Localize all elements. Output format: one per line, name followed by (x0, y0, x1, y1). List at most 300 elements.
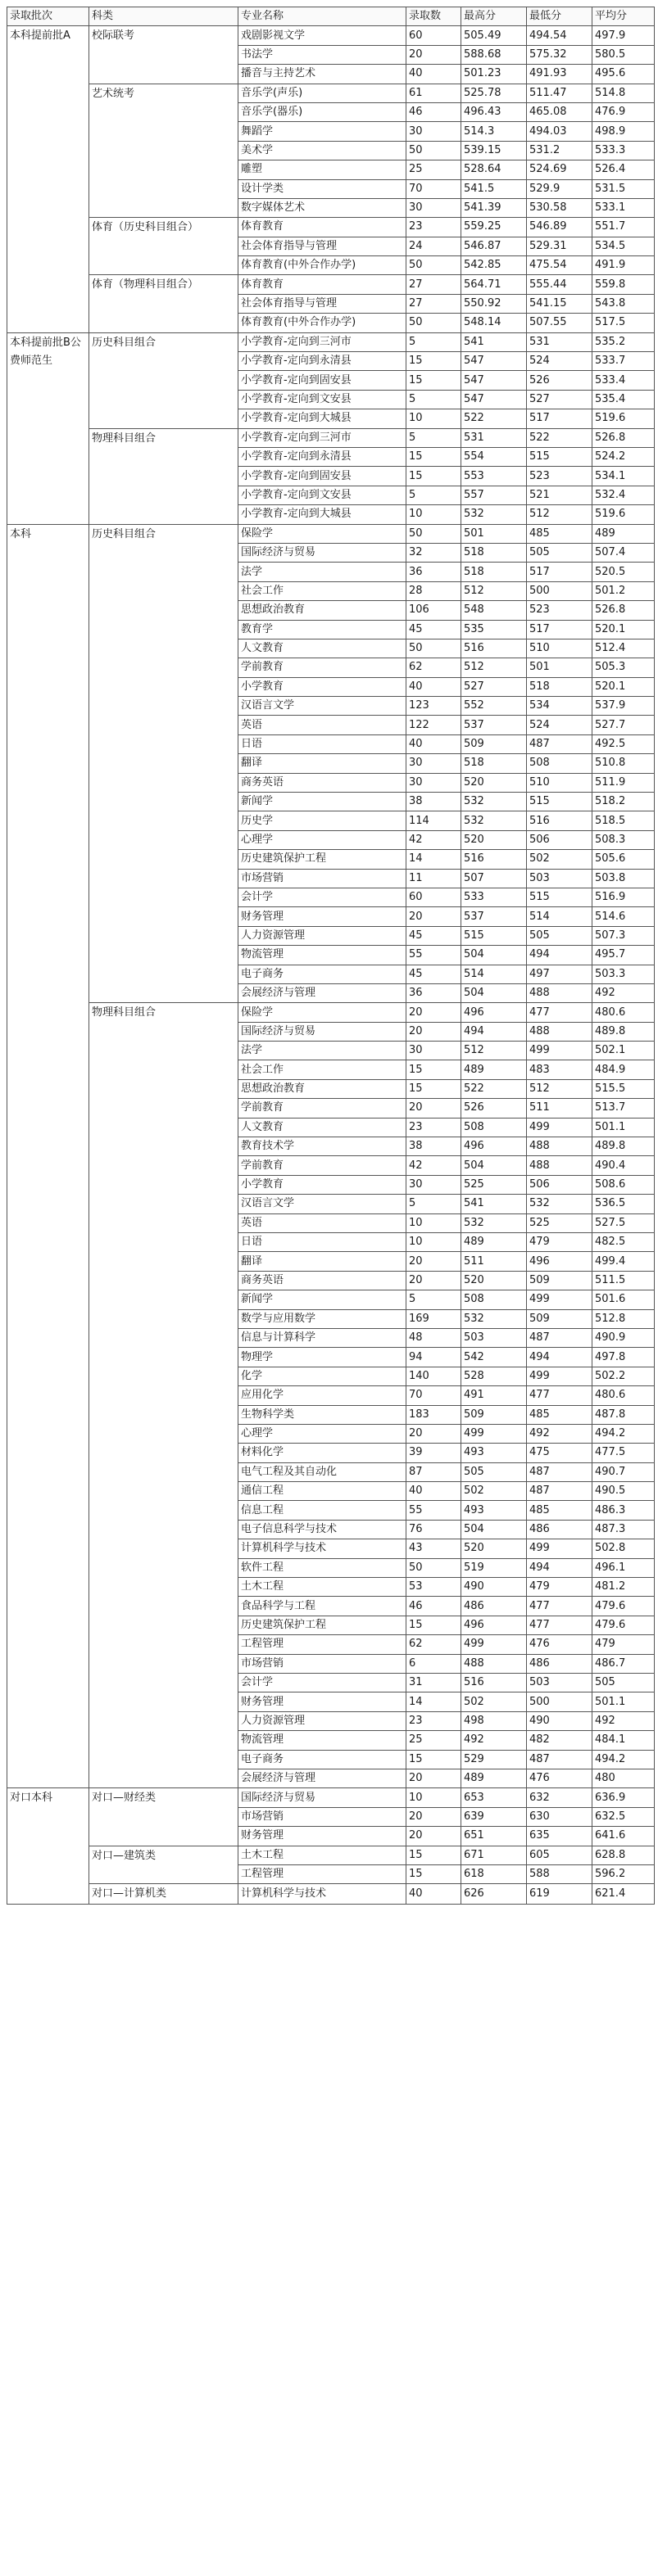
max-score-cell: 533 (461, 888, 527, 906)
table-row (7, 84, 655, 102)
major-cell: 英语 (238, 716, 406, 734)
admitted-count-cell: 70 (406, 1386, 461, 1405)
min-score-cell: 487 (527, 1482, 592, 1501)
min-score-cell: 500 (527, 581, 592, 600)
major-cell: 数学与应用数学 (238, 1309, 406, 1328)
major-cell: 体育教育(中外合作办学) (238, 314, 406, 332)
max-score-cell: 532 (461, 1309, 527, 1328)
batch-cell: 本科 (7, 524, 89, 1788)
admitted-count-cell: 50 (406, 256, 461, 275)
admitted-count-cell: 30 (406, 122, 461, 141)
avg-score-cell: 526.8 (592, 601, 655, 620)
max-score-cell: 539.15 (461, 141, 527, 160)
max-score-cell: 496 (461, 1616, 527, 1634)
min-score-cell: 515 (527, 447, 592, 466)
max-score-cell: 492 (461, 1731, 527, 1750)
max-score-cell: 541.39 (461, 198, 527, 217)
category-cell: 物理科目组合 (89, 1003, 238, 1788)
avg-score-cell: 511.9 (592, 773, 655, 792)
admitted-count-cell: 5 (406, 486, 461, 504)
table-row (7, 1788, 655, 1807)
major-cell: 小学教育 (238, 677, 406, 696)
max-score-cell: 504 (461, 1520, 527, 1539)
avg-score-cell: 551.7 (592, 218, 655, 237)
max-score-cell: 499 (461, 1635, 527, 1654)
avg-score-cell: 489.8 (592, 1022, 655, 1041)
min-score-cell: 511 (527, 1099, 592, 1118)
major-cell: 历史建筑保护工程 (238, 1616, 406, 1634)
header-batch: 录取批次 (7, 7, 89, 26)
max-score-cell: 512 (461, 1042, 527, 1060)
major-cell: 小学教育-定向到大城县 (238, 505, 406, 524)
admitted-count-cell: 50 (406, 314, 461, 332)
min-score-cell: 483 (527, 1060, 592, 1079)
admitted-count-cell: 55 (406, 1501, 461, 1520)
min-score-cell: 494.03 (527, 122, 592, 141)
max-score-cell: 516 (461, 850, 527, 869)
avg-score-cell: 512.4 (592, 639, 655, 658)
max-score-cell: 520 (461, 1271, 527, 1290)
avg-score-cell: 501.6 (592, 1290, 655, 1309)
major-cell: 材料化学 (238, 1444, 406, 1462)
max-score-cell: 535 (461, 620, 527, 639)
max-score-cell: 618 (461, 1864, 527, 1883)
avg-score-cell: 487.8 (592, 1405, 655, 1424)
min-score-cell: 476 (527, 1769, 592, 1787)
avg-score-cell: 580.5 (592, 45, 655, 64)
avg-score-cell: 497.8 (592, 1348, 655, 1367)
table-row (7, 332, 655, 351)
major-cell: 软件工程 (238, 1558, 406, 1577)
min-score-cell: 500 (527, 1692, 592, 1711)
major-cell: 工程管理 (238, 1635, 406, 1654)
major-cell: 播音与主持艺术 (238, 65, 406, 84)
max-score-cell: 626 (461, 1884, 527, 1904)
max-score-cell: 501 (461, 524, 527, 543)
max-score-cell: 522 (461, 1079, 527, 1098)
avg-score-cell: 517.5 (592, 314, 655, 332)
major-cell: 电子信息科学与技术 (238, 1520, 406, 1539)
admitted-count-cell: 40 (406, 65, 461, 84)
major-cell: 戏剧影视文学 (238, 26, 406, 45)
min-score-cell: 531 (527, 332, 592, 351)
avg-score-cell: 479 (592, 1635, 655, 1654)
min-score-cell: 487 (527, 1750, 592, 1769)
avg-score-cell: 559.8 (592, 275, 655, 294)
admitted-count-cell: 14 (406, 850, 461, 869)
min-score-cell: 503 (527, 1673, 592, 1692)
avg-score-cell: 513.7 (592, 1099, 655, 1118)
avg-score-cell: 480 (592, 1769, 655, 1787)
min-score-cell: 488 (527, 1156, 592, 1175)
min-score-cell: 522 (527, 428, 592, 447)
batch-cell: 本科提前批A (7, 26, 89, 332)
min-score-cell: 475 (527, 1444, 592, 1462)
category-cell: 校际联考 (89, 26, 238, 84)
admitted-count-cell: 114 (406, 811, 461, 830)
max-score-cell: 527 (461, 677, 527, 696)
min-score-cell: 532 (527, 1195, 592, 1213)
admitted-count-cell: 28 (406, 581, 461, 600)
table-row (7, 275, 655, 294)
admitted-count-cell: 23 (406, 1118, 461, 1137)
max-score-cell: 488 (461, 1654, 527, 1673)
admitted-count-cell: 53 (406, 1578, 461, 1597)
min-score-cell: 501 (527, 658, 592, 677)
admitted-count-cell: 30 (406, 754, 461, 773)
max-score-cell: 505.49 (461, 26, 527, 45)
major-cell: 小学教育-定向到固安县 (238, 467, 406, 486)
major-cell: 社会体育指导与管理 (238, 237, 406, 255)
avg-score-cell: 537.9 (592, 697, 655, 716)
avg-score-cell: 505.3 (592, 658, 655, 677)
min-score-cell: 477 (527, 1003, 592, 1022)
min-score-cell: 485 (527, 1501, 592, 1520)
max-score-cell: 509 (461, 1405, 527, 1424)
min-score-cell: 476 (527, 1635, 592, 1654)
avg-score-cell: 490.4 (592, 1156, 655, 1175)
min-score-cell: 506 (527, 830, 592, 849)
admitted-count-cell: 50 (406, 1558, 461, 1577)
avg-score-cell: 520.1 (592, 677, 655, 696)
min-score-cell: 630 (527, 1807, 592, 1826)
max-score-cell: 548.14 (461, 314, 527, 332)
max-score-cell: 671 (461, 1846, 527, 1864)
max-score-cell: 520 (461, 773, 527, 792)
category-cell: 体育（物理科目组合） (89, 275, 238, 332)
major-cell: 社会工作 (238, 581, 406, 600)
avg-score-cell: 481.2 (592, 1578, 655, 1597)
admitted-count-cell: 42 (406, 1156, 461, 1175)
min-score-cell: 588 (527, 1864, 592, 1883)
major-cell: 新闻学 (238, 793, 406, 811)
admitted-count-cell: 10 (406, 505, 461, 524)
major-cell: 市场营销 (238, 1654, 406, 1673)
avg-score-cell: 486.7 (592, 1654, 655, 1673)
min-score-cell: 514 (527, 907, 592, 926)
avg-score-cell: 632.5 (592, 1807, 655, 1826)
major-cell: 通信工程 (238, 1482, 406, 1501)
avg-score-cell: 520.5 (592, 563, 655, 581)
min-score-cell: 515 (527, 793, 592, 811)
min-score-cell: 534 (527, 697, 592, 716)
category-cell: 对口—建筑类 (89, 1846, 238, 1884)
avg-score-cell: 520.1 (592, 620, 655, 639)
max-score-cell: 505 (461, 1462, 527, 1481)
major-cell: 国际经济与贸易 (238, 1788, 406, 1807)
max-score-cell: 489 (461, 1769, 527, 1787)
major-cell: 会计学 (238, 1673, 406, 1692)
max-score-cell: 548 (461, 601, 527, 620)
header-avg-score: 平均分 (592, 7, 655, 26)
max-score-cell: 502 (461, 1482, 527, 1501)
admitted-count-cell: 6 (406, 1654, 461, 1673)
max-score-cell: 509 (461, 734, 527, 753)
avg-score-cell: 596.2 (592, 1864, 655, 1883)
admitted-count-cell: 46 (406, 102, 461, 121)
major-cell: 小学教育-定向到三河市 (238, 332, 406, 351)
min-score-cell: 465.08 (527, 102, 592, 121)
major-cell: 市场营销 (238, 1807, 406, 1826)
major-cell: 日语 (238, 734, 406, 753)
admitted-count-cell: 23 (406, 1711, 461, 1730)
major-cell: 设计学类 (238, 179, 406, 198)
avg-score-cell: 543.8 (592, 294, 655, 313)
max-score-cell: 491 (461, 1386, 527, 1405)
major-cell: 学前教育 (238, 1099, 406, 1118)
major-cell: 保险学 (238, 524, 406, 543)
max-score-cell: 525.78 (461, 84, 527, 102)
admitted-count-cell: 38 (406, 793, 461, 811)
min-score-cell: 494 (527, 1348, 592, 1367)
admitted-count-cell: 30 (406, 198, 461, 217)
avg-score-cell: 515.5 (592, 1079, 655, 1098)
admitted-count-cell: 87 (406, 1462, 461, 1481)
max-score-cell: 557 (461, 486, 527, 504)
major-cell: 物流管理 (238, 946, 406, 965)
min-score-cell: 487 (527, 734, 592, 753)
admitted-count-cell: 42 (406, 830, 461, 849)
max-score-cell: 490 (461, 1578, 527, 1597)
avg-score-cell: 527.7 (592, 716, 655, 734)
major-cell: 应用化学 (238, 1386, 406, 1405)
major-cell: 人文教育 (238, 639, 406, 658)
min-score-cell: 524 (527, 352, 592, 371)
major-cell: 土木工程 (238, 1846, 406, 1864)
avg-score-cell: 512.8 (592, 1309, 655, 1328)
admitted-count-cell: 20 (406, 1827, 461, 1846)
major-cell: 小学教育-定向到文安县 (238, 390, 406, 409)
min-score-cell: 492 (527, 1424, 592, 1443)
max-score-cell: 496 (461, 1003, 527, 1022)
avg-score-cell: 518.2 (592, 793, 655, 811)
admitted-count-cell: 60 (406, 888, 461, 906)
major-cell: 食品科学与工程 (238, 1597, 406, 1616)
avg-score-cell: 505.6 (592, 850, 655, 869)
admitted-count-cell: 15 (406, 1750, 461, 1769)
category-cell: 艺术统考 (89, 84, 238, 218)
min-score-cell: 487 (527, 1462, 592, 1481)
header-min-score: 最低分 (527, 7, 592, 26)
admitted-count-cell: 20 (406, 1424, 461, 1443)
avg-score-cell: 486.3 (592, 1501, 655, 1520)
min-score-cell: 475.54 (527, 256, 592, 275)
max-score-cell: 503 (461, 1328, 527, 1347)
major-cell: 电子商务 (238, 1750, 406, 1769)
major-cell: 工程管理 (238, 1864, 406, 1883)
avg-score-cell: 636.9 (592, 1788, 655, 1807)
admitted-count-cell: 10 (406, 409, 461, 428)
min-score-cell: 525 (527, 1213, 592, 1232)
min-score-cell: 494 (527, 1558, 592, 1577)
admitted-count-cell: 27 (406, 294, 461, 313)
admitted-count-cell: 45 (406, 620, 461, 639)
category-cell: 历史科目组合 (89, 524, 238, 1003)
avg-score-cell: 501.2 (592, 581, 655, 600)
avg-score-cell: 536.5 (592, 1195, 655, 1213)
major-cell: 小学教育-定向到大城县 (238, 409, 406, 428)
admitted-count-cell: 15 (406, 352, 461, 371)
major-cell: 会展经济与管理 (238, 983, 406, 1002)
major-cell: 小学教育 (238, 1175, 406, 1194)
major-cell: 保险学 (238, 1003, 406, 1022)
min-score-cell: 529.31 (527, 237, 592, 255)
min-score-cell: 523 (527, 601, 592, 620)
max-score-cell: 507 (461, 869, 527, 888)
major-cell: 新闻学 (238, 1290, 406, 1309)
avg-score-cell: 502.1 (592, 1042, 655, 1060)
min-score-cell: 499 (527, 1367, 592, 1385)
min-score-cell: 488 (527, 1137, 592, 1156)
major-cell: 雕塑 (238, 160, 406, 179)
admitted-count-cell: 32 (406, 543, 461, 562)
admission-table-wrapper (7, 7, 654, 1905)
max-score-cell: 504 (461, 1156, 527, 1175)
admitted-count-cell: 70 (406, 179, 461, 198)
max-score-cell: 547 (461, 352, 527, 371)
avg-score-cell: 480.6 (592, 1386, 655, 1405)
admitted-count-cell: 30 (406, 773, 461, 792)
max-score-cell: 498 (461, 1711, 527, 1730)
max-score-cell: 493 (461, 1444, 527, 1462)
admitted-count-cell: 20 (406, 45, 461, 64)
admitted-count-cell: 20 (406, 1252, 461, 1271)
avg-score-cell: 495.6 (592, 65, 655, 84)
major-cell: 学前教育 (238, 658, 406, 677)
max-score-cell: 547 (461, 390, 527, 409)
major-cell: 人力资源管理 (238, 926, 406, 945)
min-score-cell: 505 (527, 926, 592, 945)
major-cell: 商务英语 (238, 773, 406, 792)
avg-score-cell: 490.7 (592, 1462, 655, 1481)
major-cell: 英语 (238, 1213, 406, 1232)
admitted-count-cell: 5 (406, 1195, 461, 1213)
admitted-count-cell: 20 (406, 907, 461, 926)
major-cell: 教育学 (238, 620, 406, 639)
admitted-count-cell: 62 (406, 1635, 461, 1654)
min-score-cell: 490 (527, 1711, 592, 1730)
max-score-cell: 559.25 (461, 218, 527, 237)
admitted-count-cell: 15 (406, 371, 461, 390)
admitted-count-cell: 45 (406, 926, 461, 945)
max-score-cell: 504 (461, 946, 527, 965)
avg-score-cell: 511.5 (592, 1271, 655, 1290)
major-cell: 小学教育-定向到永清县 (238, 447, 406, 466)
avg-score-cell: 501.1 (592, 1118, 655, 1137)
major-cell: 法学 (238, 563, 406, 581)
min-score-cell: 619 (527, 1884, 592, 1904)
table-row (7, 1884, 655, 1904)
admitted-count-cell: 10 (406, 1213, 461, 1232)
max-score-cell: 493 (461, 1501, 527, 1520)
major-cell: 物流管理 (238, 1731, 406, 1750)
max-score-cell: 518 (461, 563, 527, 581)
major-cell: 财务管理 (238, 907, 406, 926)
max-score-cell: 486 (461, 1597, 527, 1616)
avg-score-cell: 492 (592, 1711, 655, 1730)
category-cell: 对口—计算机类 (89, 1884, 238, 1904)
min-score-cell: 575.32 (527, 45, 592, 64)
category-cell: 物理科目组合 (89, 428, 238, 524)
major-cell: 国际经济与贸易 (238, 543, 406, 562)
major-cell: 教育技术学 (238, 1137, 406, 1156)
admitted-count-cell: 11 (406, 869, 461, 888)
major-cell: 心理学 (238, 1424, 406, 1443)
min-score-cell: 517 (527, 409, 592, 428)
major-cell: 体育教育 (238, 275, 406, 294)
admitted-count-cell: 15 (406, 1616, 461, 1634)
min-score-cell: 510 (527, 639, 592, 658)
max-score-cell: 651 (461, 1827, 527, 1846)
min-score-cell: 509 (527, 1271, 592, 1290)
max-score-cell: 520 (461, 830, 527, 849)
major-cell: 小学教育-定向到三河市 (238, 428, 406, 447)
admitted-count-cell: 15 (406, 1079, 461, 1098)
min-score-cell: 515 (527, 888, 592, 906)
max-score-cell: 541 (461, 332, 527, 351)
max-score-cell: 511 (461, 1252, 527, 1271)
admitted-count-cell: 15 (406, 1846, 461, 1864)
max-score-cell: 496.43 (461, 102, 527, 121)
major-cell: 汉语言文学 (238, 697, 406, 716)
min-score-cell: 494 (527, 946, 592, 965)
batch-cell: 本科提前批B公费师范生 (7, 332, 89, 524)
avg-score-cell: 491.9 (592, 256, 655, 275)
avg-score-cell: 503.3 (592, 965, 655, 983)
header-admitted-count: 录取数 (406, 7, 461, 26)
min-score-cell: 530.58 (527, 198, 592, 217)
max-score-cell: 537 (461, 716, 527, 734)
major-cell: 土木工程 (238, 1578, 406, 1597)
major-cell: 财务管理 (238, 1827, 406, 1846)
avg-score-cell: 533.1 (592, 198, 655, 217)
admitted-count-cell: 45 (406, 965, 461, 983)
major-cell: 美术学 (238, 141, 406, 160)
major-cell: 化学 (238, 1367, 406, 1385)
min-score-cell: 523 (527, 467, 592, 486)
max-score-cell: 516 (461, 639, 527, 658)
avg-score-cell: 490.5 (592, 1482, 655, 1501)
min-score-cell: 487 (527, 1328, 592, 1347)
max-score-cell: 494 (461, 1022, 527, 1041)
avg-score-cell: 489 (592, 524, 655, 543)
min-score-cell: 546.89 (527, 218, 592, 237)
min-score-cell: 499 (527, 1042, 592, 1060)
major-cell: 计算机科学与技术 (238, 1884, 406, 1904)
avg-score-cell: 492 (592, 983, 655, 1002)
max-score-cell: 489 (461, 1233, 527, 1252)
admitted-count-cell: 140 (406, 1367, 461, 1385)
major-cell: 社会体育指导与管理 (238, 294, 406, 313)
max-score-cell: 550.92 (461, 294, 527, 313)
major-cell: 国际经济与贸易 (238, 1022, 406, 1041)
min-score-cell: 477 (527, 1616, 592, 1634)
avg-score-cell: 496.1 (592, 1558, 655, 1577)
avg-score-cell: 502.2 (592, 1367, 655, 1385)
max-score-cell: 496 (461, 1137, 527, 1156)
max-score-cell: 512 (461, 658, 527, 677)
avg-score-cell: 533.3 (592, 141, 655, 160)
min-score-cell: 486 (527, 1520, 592, 1539)
min-score-cell: 517 (527, 563, 592, 581)
min-score-cell: 521 (527, 486, 592, 504)
avg-score-cell: 508.3 (592, 830, 655, 849)
admitted-count-cell: 50 (406, 639, 461, 658)
max-score-cell: 547 (461, 371, 527, 390)
avg-score-cell: 503.8 (592, 869, 655, 888)
admitted-count-cell: 40 (406, 677, 461, 696)
min-score-cell: 531.2 (527, 141, 592, 160)
